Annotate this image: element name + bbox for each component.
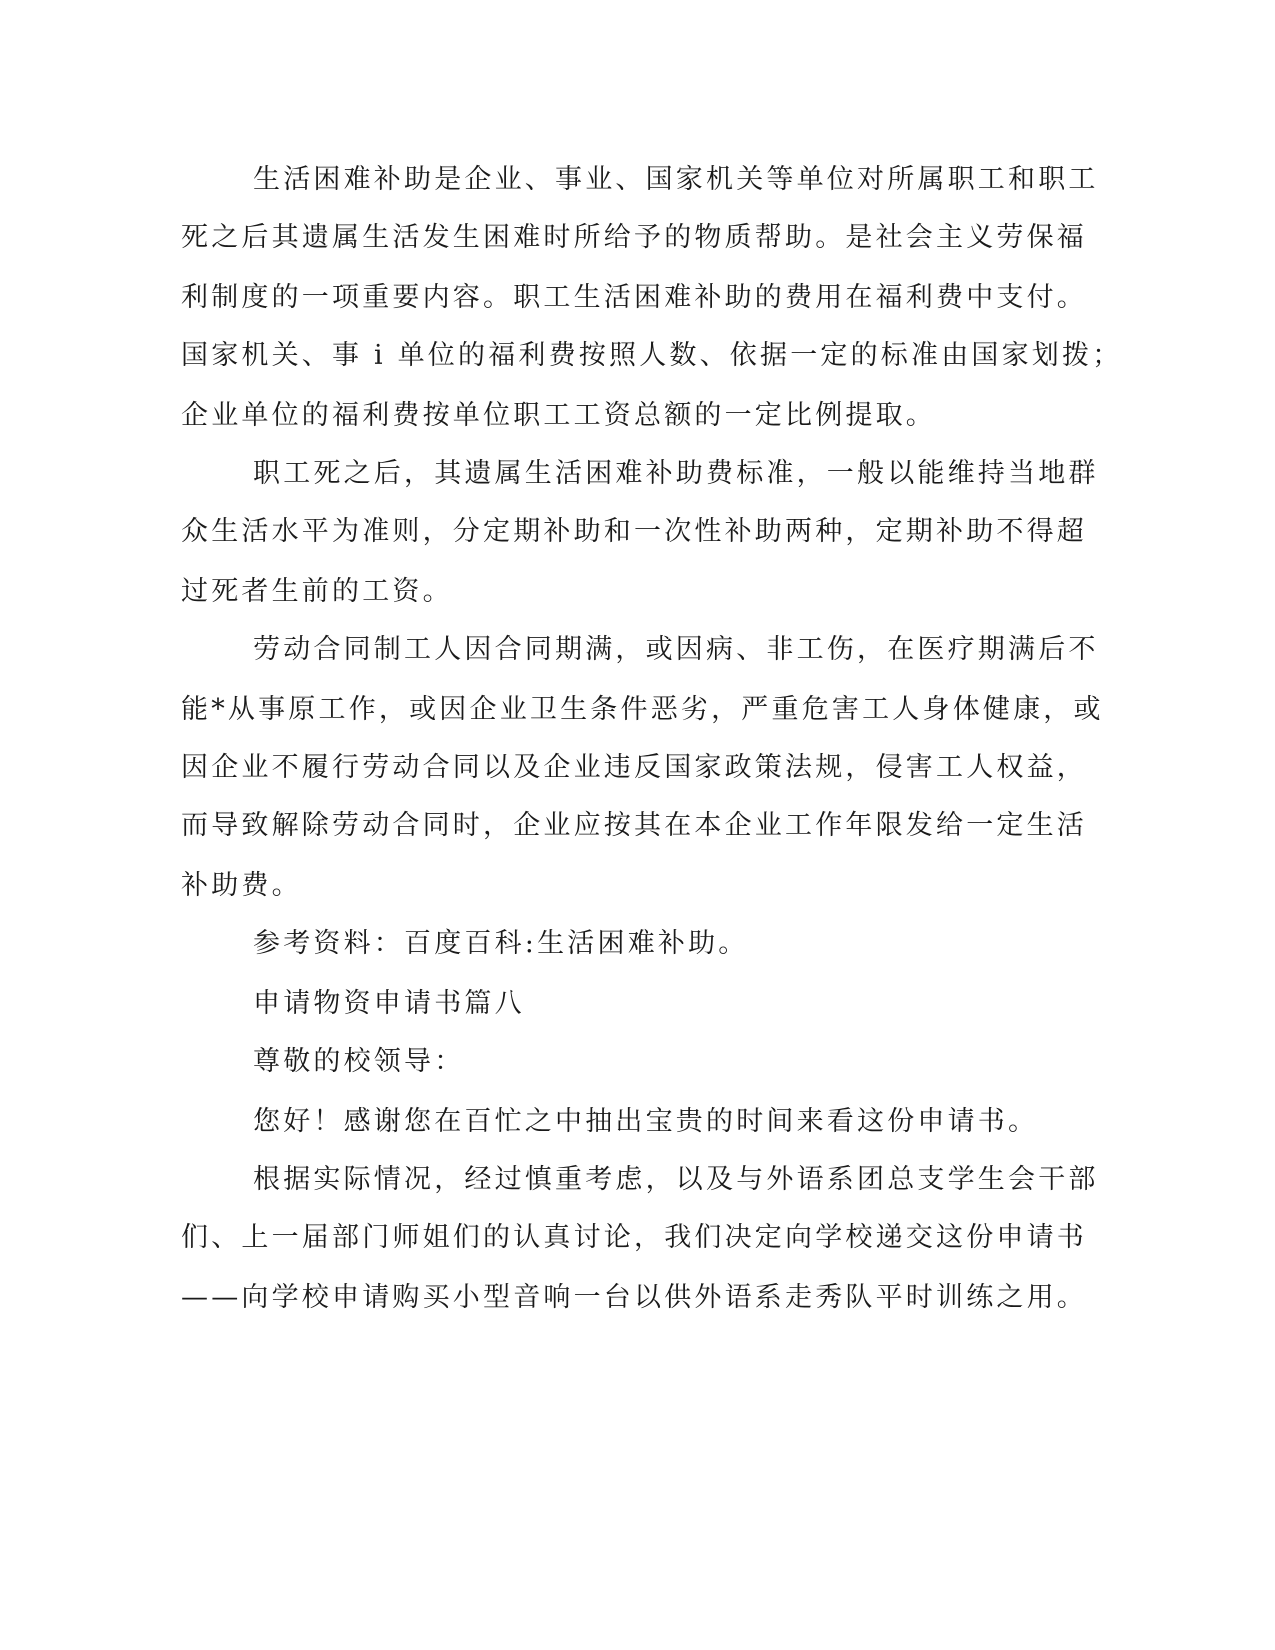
paragraph-1-line-5: 企业单位的福利费按单位职工工资总额的一定比例提取。 (181, 400, 936, 431)
salutation: 尊敬的校领导： (253, 1046, 465, 1077)
paragraph-2-line-2: 众生活水平为准则，分定期补助和一次性补助两种，定期补助不得超 (181, 516, 1087, 547)
reference-line: 参考资料：百度百科:生活困难补助。 (253, 928, 749, 959)
paragraph-4-line-1: 根据实际情况，经过慎重考虑，以及与外语系团总支学生会干部 (253, 1164, 1099, 1195)
paragraph-1-line-1: 生活困难补助是企业、事业、国家机关等单位对所属职工和职工 (253, 164, 1099, 195)
paragraph-3-line-5: 补助费。 (181, 870, 302, 901)
paragraph-3-line-3: 因企业不履行劳动合同以及企业违反国家政策法规，侵害工人权益， (181, 752, 1087, 783)
paragraph-1-line-4: 国家机关、事 i 单位的福利费按照人数、依据一定的标准由国家划拨； (181, 340, 1123, 371)
section-heading: 申请物资申请书篇八 (253, 988, 525, 1019)
greeting-line: 您好！感谢您在百忙之中抽出宝贵的时间来看这份申请书。 (253, 1106, 1039, 1137)
paragraph-3-line-2: 能*从事原工作，或因企业卫生条件恶劣，严重危害工人身体健康，或 (181, 694, 1104, 725)
paragraph-1-line-2: 死之后其遗属生活发生困难时所给予的物质帮助。是社会主义劳保福 (181, 222, 1087, 253)
paragraph-3-line-4: 而导致解除劳动合同时，企业应按其在本企业工作年限发给一定生活 (181, 810, 1087, 841)
paragraph-4-line-3: ——向学校申请购买小型音响一台以供外语系走秀队平时训练之用。 (181, 1282, 1087, 1313)
paragraph-3-line-1: 劳动合同制工人因合同期满，或因病、非工伤，在医疗期满后不 (253, 634, 1099, 665)
paragraph-2-line-1: 职工死之后，其遗属生活困难补助费标准，一般以能维持当地群 (253, 458, 1099, 489)
paragraph-1-line-3: 利制度的一项重要内容。职工生活困难补助的费用在福利费中支付。 (181, 282, 1087, 313)
paragraph-4-line-2: 们、上一届部门师姐们的认真讨论，我们决定向学校递交这份申请书 (181, 1222, 1087, 1253)
paragraph-2-line-3: 过死者生前的工资。 (181, 576, 453, 607)
